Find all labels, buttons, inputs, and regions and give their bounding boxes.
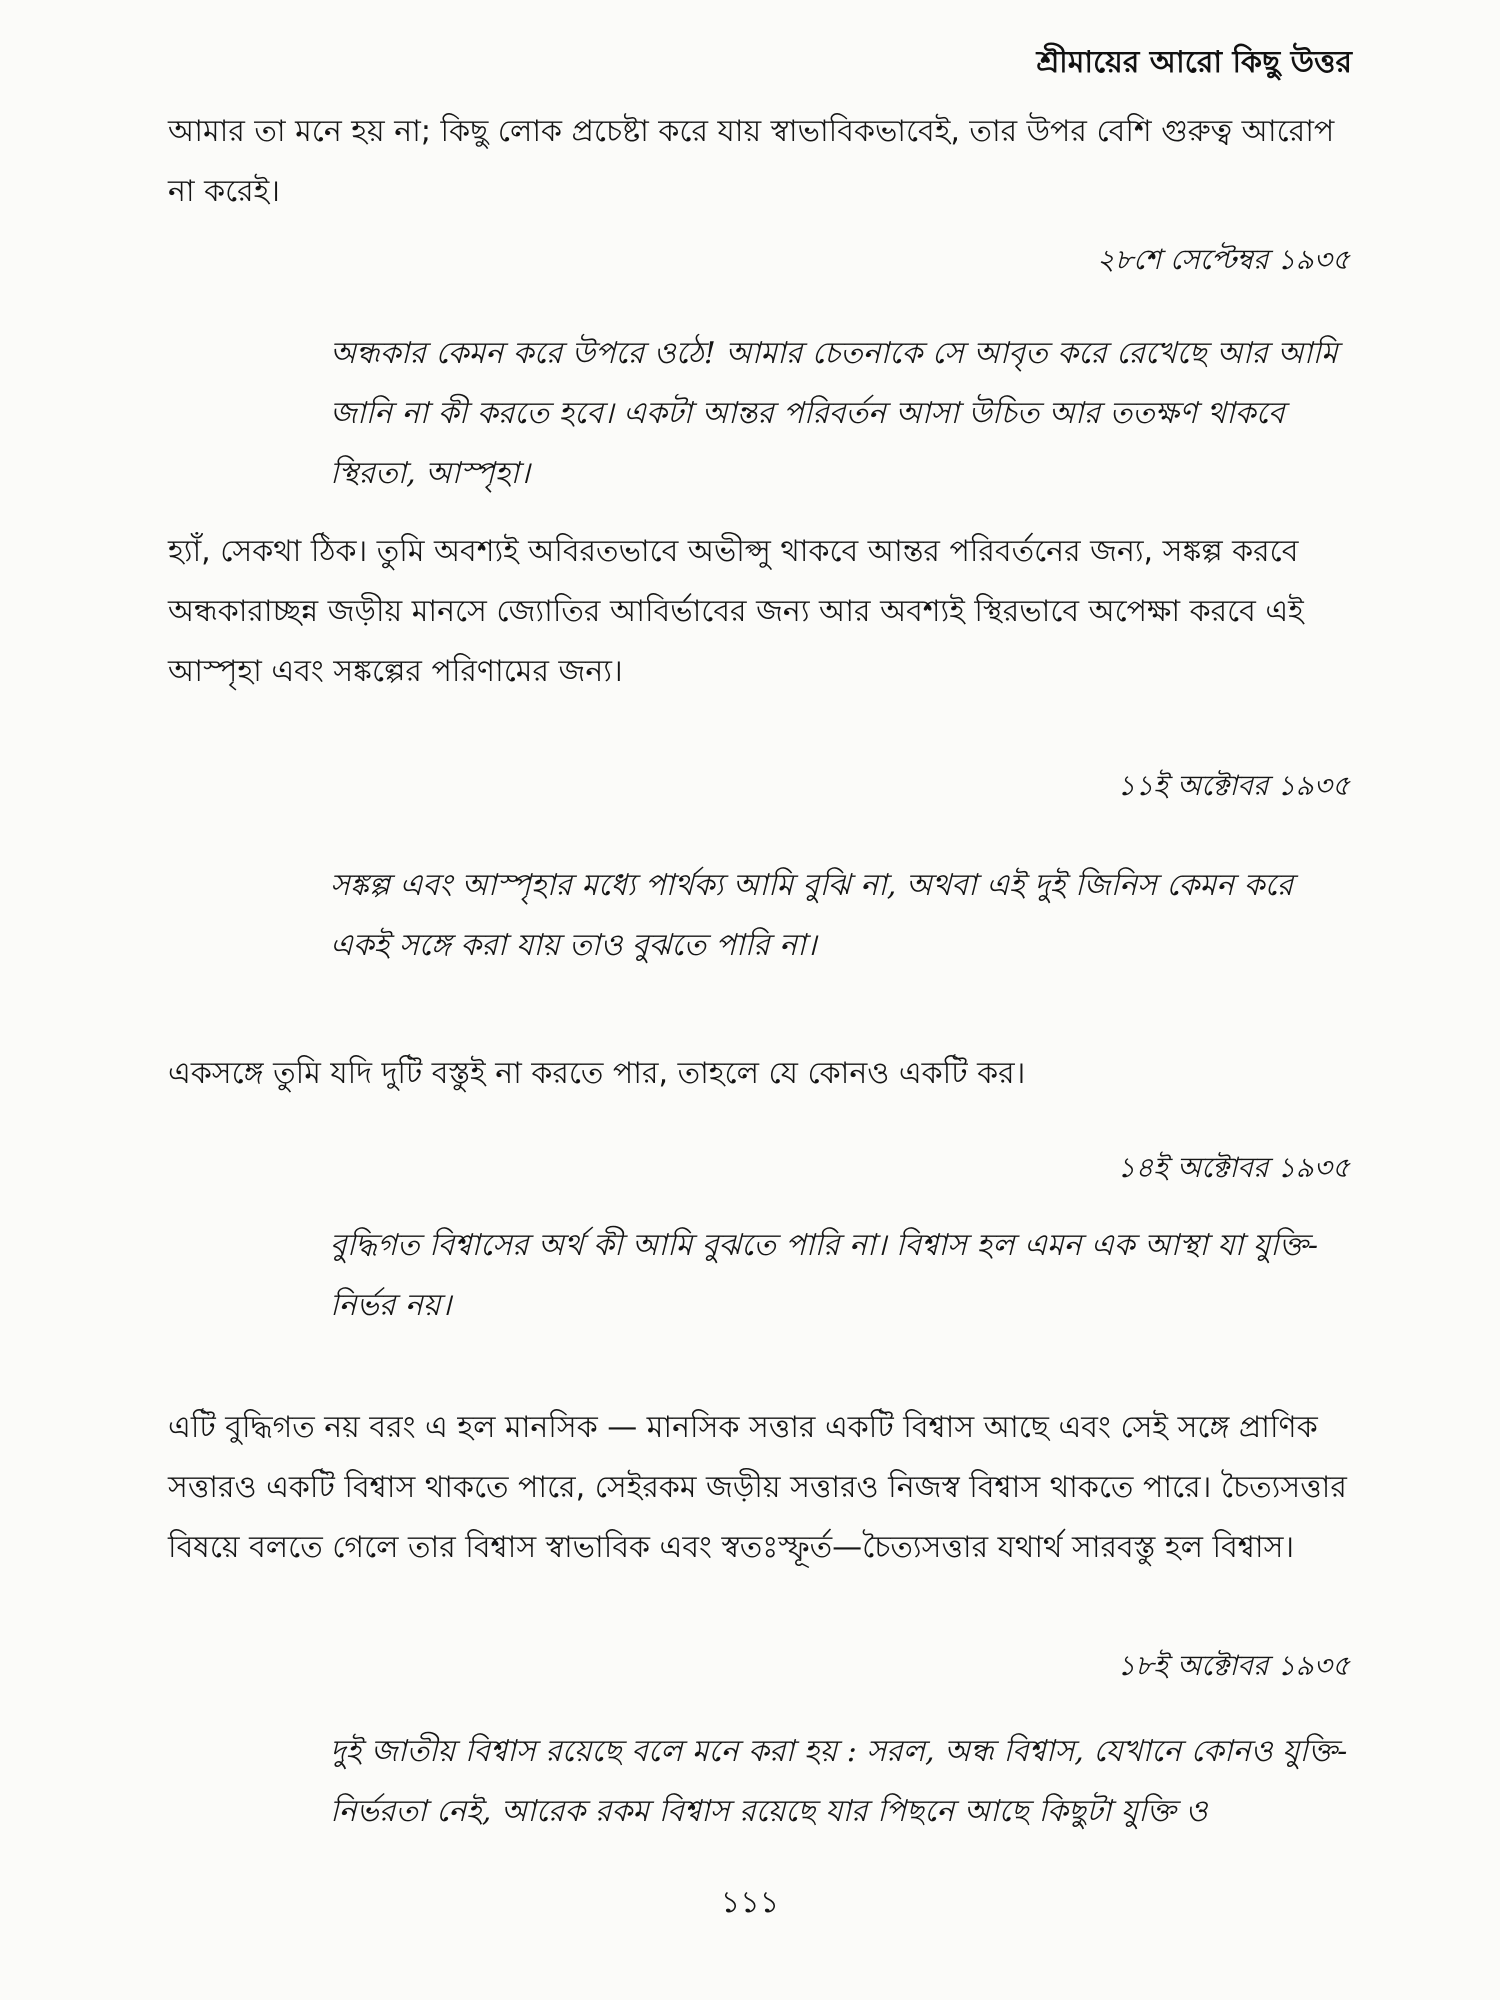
answer-paragraph: আমার তা মনে হয় না; কিছু লোক প্রচেষ্টা করে যায় স্বাভাবিকভাবেই, তার উপর বেশি গুরুত্ব আরোপ না করেই। — [168, 114, 1335, 209]
answer-paragraph: এটি বুদ্ধিগত নয় বরং এ হল মানসিক — মানসিক সত্তার একটি বিশ্বাস আছে এবং সেই সঙ্গে প্রাণিক সত্তারও একটি বিশ্বাস থাকতে পারে, সেইরকম জড়ীয় সত্তারও নিজস্ব বিশ্বাস থাকতে পারে। চৈত্যসত্তার বিষয়ে বলতে গেলে তার বিশ্বাস স্বাভাবিক এবং স্বতঃস্ফূর্ত—চৈত্যসত্তার যথার্থ সারবস্তু হল বিশ্বাস। — [168, 1410, 1347, 1565]
page-number: ১১১ — [720, 1885, 780, 1920]
entry-date: ২৮শে সেপ্টেম্বর ১৯৩৫ — [1096, 243, 1350, 276]
entry-date: ১৪ই অক্টোবর ১৯৩৫ — [1117, 1151, 1350, 1184]
answer-paragraph: হ্যাঁ, সেকথা ঠিক। তুমি অবশ্যই অবিরতভাবে অভীপ্সু থাকবে আন্তর পরিবর্তনের জন্য, সঙ্কল্প করবে অন্ধকারাচ্ছন্ন জড়ীয় মানসে জ্যোতির আবির্ভাবের জন্য আর অবশ্যই স্থিরভাবে অপেক্ষা করবে এই আস্পৃহা এবং সঙ্কল্পের পরিণামের জন্য। — [168, 534, 1304, 689]
question-paragraph: অন্ধকার কেমন করে উপরে ওঠে! আমার চেতনাকে সে আবৃত করে রেখেছে আর আমি জানি না কী করতে হবে। একটা আন্তর পরিবর্তন আসা উচিত আর ততক্ষণ থাকবে স্থিরতা, আস্পৃহা। — [330, 336, 1338, 491]
question-paragraph: বুদ্ধিগত বিশ্বাসের অর্থ কী আমি বুঝতে পারি না। বিশ্বাস হল এমন এক আস্থা যা যুক্তি-নির্ভর নয়। — [330, 1228, 1319, 1323]
question-paragraph: সঙ্কল্প এবং আস্পৃহার মধ্যে পার্থক্য আমি বুঝি না, অথবা এই দুই জিনিস কেমন করে একই সঙ্গে করা যায় তাও বুঝতে পারি না। — [330, 868, 1294, 963]
running-head: শ্রীমায়ের আরো কিছু উত্তর — [1036, 45, 1352, 80]
entry-date: ১১ই অক্টোবর ১৯৩৫ — [1117, 769, 1350, 802]
answer-paragraph: একসঙ্গে তুমি যদি দুটি বস্তুই না করতে পার, তাহলে যে কোনও একটি কর। — [168, 1056, 1026, 1091]
entry-date: ১৮ই অক্টোবর ১৯৩৫ — [1117, 1649, 1350, 1682]
question-paragraph: দুই জাতীয় বিশ্বাস রয়েছে বলে মনে করা হয় : সরল, অন্ধ বিশ্বাস, যেখানে কোনও যুক্তি-নির্ভরতা নেই, আরেক রকম বিশ্বাস রয়েছে যার পিছনে আছে কিছুটা যুক্তি ও — [330, 1734, 1348, 1829]
